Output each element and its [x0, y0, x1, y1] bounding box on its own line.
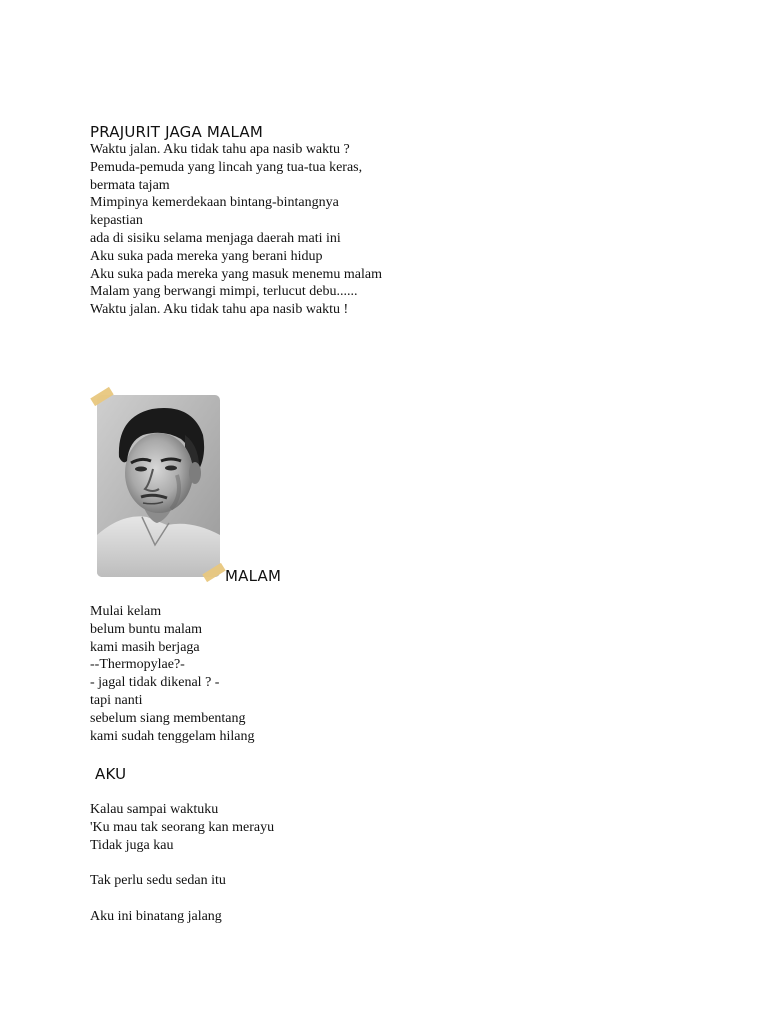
poem-line: 'Ku mau tak seorang kan merayu — [90, 819, 275, 835]
poem-line: Mimpinya kemerdekaan bintang-bintangnya — [90, 195, 339, 211]
poem-line: kepastian — [90, 213, 143, 229]
poem-line: Tak perlu sedu sedan itu — [90, 873, 226, 889]
poem-line: Malam yang berwangi mimpi, terlucut debu...... — [90, 284, 358, 300]
poem-line: Waktu jalan. Aku tidak tahu apa nasib waktu ! — [90, 302, 349, 318]
poem-line: --Thermopylae?- — [90, 657, 185, 673]
poem-title-prajurit-jaga-malam: PRAJURIT JAGA MALAM — [90, 123, 264, 141]
poem-line: Aku ini binatang jalang — [90, 908, 222, 924]
poem-body-prajurit-jaga-malam — [90, 141, 382, 319]
poem-line: ada di sisiku selama menjaga daerah mati ini — [90, 230, 341, 246]
poem-line: Aku suka pada mereka yang berani hidup — [90, 248, 323, 264]
poem-line: Tidak juga kau — [90, 837, 174, 853]
poem-line: sebelum siang membentang — [90, 710, 246, 726]
poem-line: bermata tajam — [90, 177, 170, 193]
portrait-photo — [97, 395, 220, 577]
poem-line — [90, 890, 274, 908]
portrait-photo-icon — [97, 395, 220, 577]
poem-body-aku — [90, 801, 274, 926]
poem-title-aku: AKU — [95, 765, 127, 783]
poem-line: kami sudah tenggelam hilang — [90, 728, 255, 744]
poem-line: - jagal tidak dikenal ? - — [90, 675, 220, 691]
poem-line: Kalau sampai waktuku — [90, 802, 219, 817]
poem-line: Pemuda-pemuda yang lincah yang tua-tua keras, — [90, 159, 363, 175]
poem-title-malam: MALAM — [225, 567, 282, 585]
poem-line: kami masih berjaga — [90, 639, 200, 655]
poem-line: Waktu jalan. Aku tidak tahu apa nasib waktu ? — [90, 142, 350, 157]
poem-line — [90, 854, 274, 872]
poem-line: belum buntu malam — [90, 621, 202, 637]
poem-line: tapi nanti — [90, 692, 143, 708]
poem-body-malam — [90, 603, 254, 745]
poem-line: Aku suka pada mereka yang masuk menemu malam — [90, 266, 382, 282]
poem-line: Mulai kelam — [90, 604, 162, 619]
